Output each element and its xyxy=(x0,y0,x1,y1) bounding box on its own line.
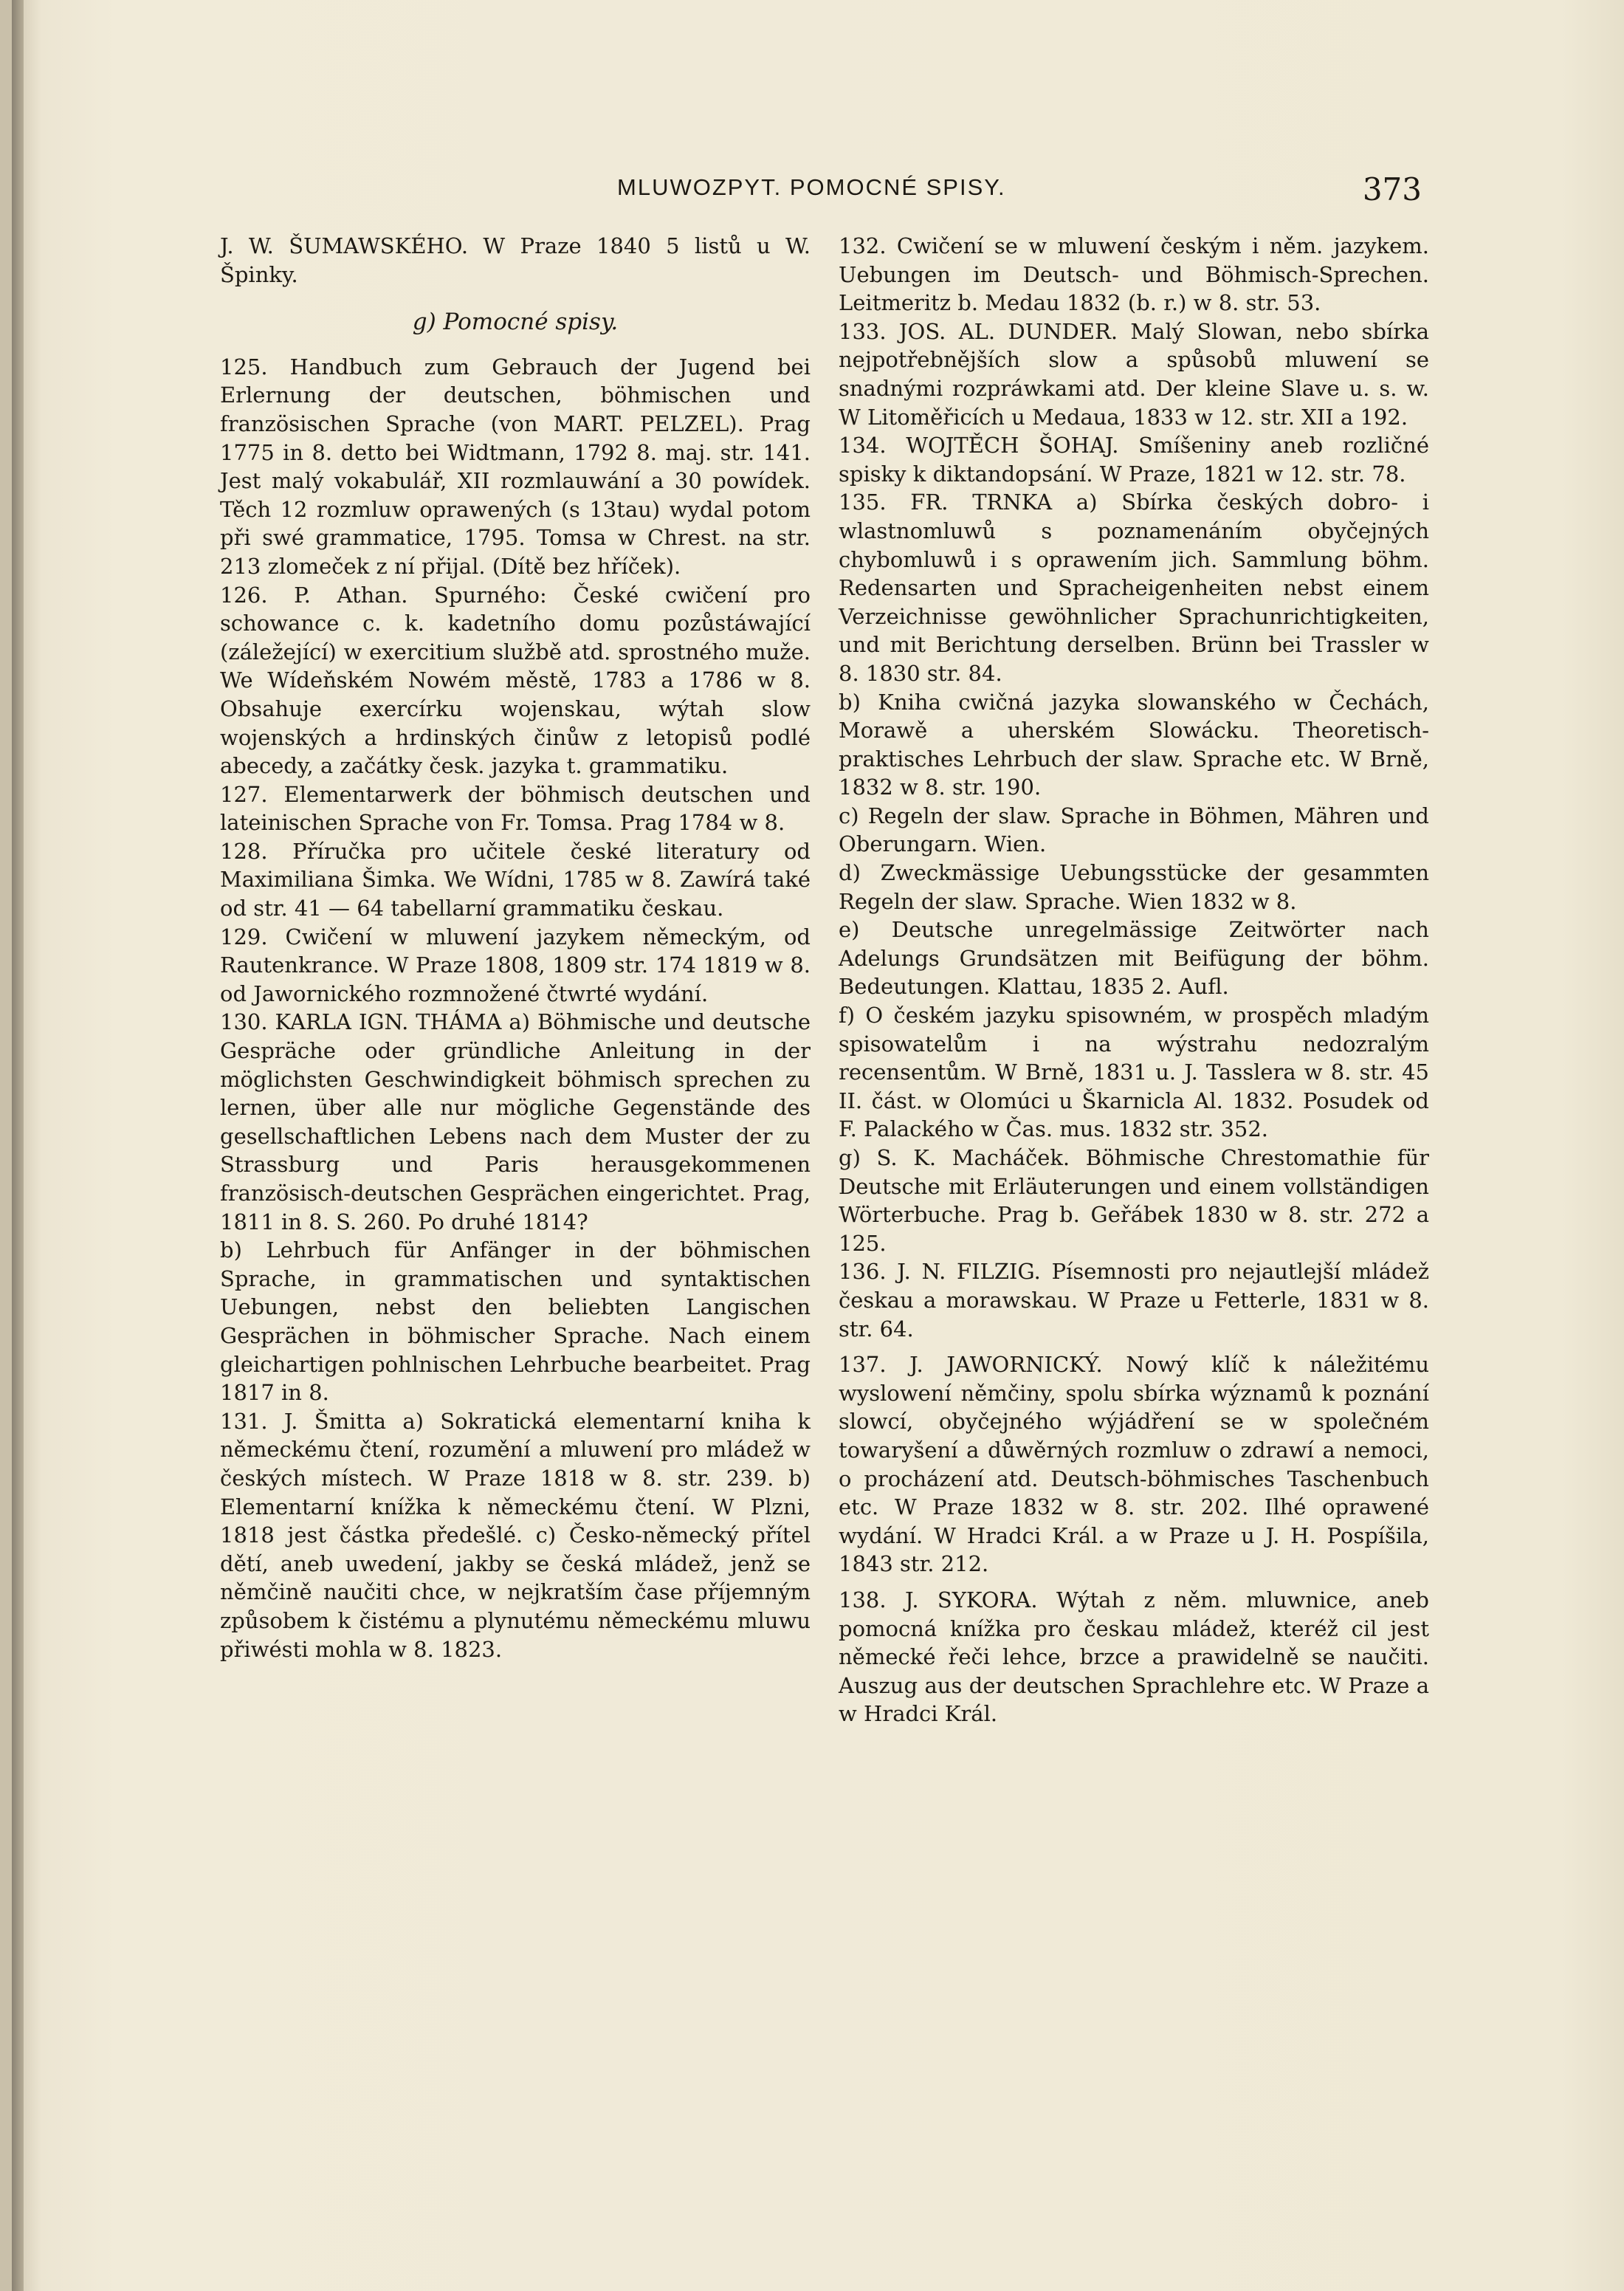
right-entry: f) O českém jazyku spisowném, w prospěch mladým spisowatelům i na wýstrahu nedozralým recensentům. W Brně, 1831 u. J. Tasslera w 8. str. 45 II. část. w Olomúci u Škarnicla Al. 1832. Posudek od F. Palackého w Čas. mus. 1832 str. 352. xyxy=(839,1003,1429,1142)
right-entry: 137. J. JAWORNICKÝ. Nowý klíč k náležitému wyslowení němčiny, spolu sbírka wýznamů k poznání slowcí, obyčejného wýjádření se w společném towaryšení a důwěrných rozmluw o zdrawí a nemoci, o procházení atd. Deutsch-böhmisches Taschenbuch etc. W Praze 1832 w 8. str. 202. Ilhé oprawené wydání. W Hradci Král. a w Praze u J. H. Pospíšila, 1843 str. 212. xyxy=(839,1352,1429,1577)
left-entry: 129. Cwičení w mluwení jazykem německým, od Rautenkrance. W Praze 1808, 1809 str. 174 1819 w 8. od Jawornického rozmnožené čtwrté wydání. xyxy=(220,924,811,1006)
right-entry: 138. J. SYKORA. Wýtah z něm. mluwnice, aneb pomocná knížka pro českau mládež, kteréž cil jest německé řeči lehce, brzce a prawidelně se naučiti. Auszug aus der deutschen Sprachlehre etc. W Praze a w Hradci Král. xyxy=(839,1587,1429,1727)
left-entry: b) Lehrbuch für Anfänger in der böhmischen Sprache, in grammatischen und syntaktischen Uebungen, nebst den beliebten Langischen Gesprächen in böhmischer Sprache. Nach einem gleichartigen pohlnischen Lehrbuche bearbeitet. Prag 1817 in 8. xyxy=(220,1237,811,1406)
right-entry: 134. WOJTĚCH ŠOHAJ. Smíšeniny aneb rozličné spisky k diktandopsání. W Praze, 1821 w 12. str. 78. xyxy=(839,433,1429,487)
right-column xyxy=(839,232,1429,1728)
right-entry: 135. FR. TRNKA a) Sbírka českých dobro- i wlastnomluwů s poznamenáním obyčejných chybomluwů i s oprawením jich. Sammlung böhm. Redensarten und Spracheigenheiten nebst einem Verzeichnisse gewöhnlicher Sprachunrichtigkeiten, und mit Berichtung derselben. Brünn bei Trassler w 8. 1830 str. 84. xyxy=(839,490,1429,686)
right-entry: 132. Cwičení se w mluwení českým i něm. jazykem. Uebungen im Deutsch- und Böhmisch-Sprechen. Leitmeritz b. Medau 1832 (b. r.) w 8. str. 53. xyxy=(839,233,1429,316)
right-entry: c) Regeln der slaw. Sprache in Böhmen, Mähren und Oberungarn. Wien. xyxy=(839,803,1429,857)
right-entry: e) Deutsche unregelmässige Zeitwörter nach Adelungs Grundsätzen mit Beifügung der böhm. Bedeutungen. Klattau, 1835 2. Aufl. xyxy=(839,917,1429,1000)
right-entry: 133. JOS. AL. DUNDER. Malý Slowan, nebo sbírka nejpotřebnějších slow a spůsobů mluwení se snadnými rozpráwkami atd. Der kleine Slave u. s. w. W Litoměřicích u Medaua, 1833 w 12. str. XII a 192. xyxy=(839,318,1429,430)
left-entry: 131. J. Šmitta a) Sokratická elementarní kniha k německému čtení, rozumění a mluwení pro mládež w českých místech. W Praze 1818 w 8. str. 239. b) Elementarní knížka k německému čtení. W Plzni, 1818 jest částka předešlé. c) Česko-německý přítel dětí, aneb uwedení, jakby se česká mládež, jenž se němčině naučiti chce, w nejkratším čase příjemným způsobem k čistému a plynutému německému mluwu přiwésti mohla w 8. 1823. xyxy=(220,1408,811,1662)
page-spine-shadow xyxy=(12,0,24,2291)
left-entry: 125. Handbuch zum Gebrauch der Jugend bei Erlernung der deutschen, böhmischen und französischen Sprache (von MART. PELZEL). Prag 1775 in 8. detto bei Widtmann, 1792 8. maj. str. 141. Jest malý vokabulář, XII rozmlauwání a 30 powídek. Těch 12 rozmluw oprawených (s 13tau) wydal potom při swé grammatice, 1795. Tomsa w Chrest. na str. 213 zlomeček z ní přijal. (Dítě bez hříček). xyxy=(220,354,811,579)
left-entry: 128. Příručka pro učitele české literatury od Maximiliana Šimka. We Wídni, 1785 w 8. Zawírá také od str. 41 — 64 tabellarní grammatiku českau. xyxy=(220,838,811,921)
right-entry: d) Zweckmässige Uebungsstücke der gesammten Regeln der slaw. Sprache. Wien 1832 w 8. xyxy=(839,860,1429,914)
spacer xyxy=(839,1579,1429,1586)
right-entry: b) Kniha cwičná jazyka slowanského w Čechách, Morawě a uherském Slowácku. Theoretisch-praktisches Lehrbuch der slaw. Sprache etc. W Brně, 1832 w 8. str. 190. xyxy=(839,689,1429,800)
right-entry: 136. J. N. FILZIG. Písemnosti pro nejautlejší mládež českau a morawskau. W Praze u Fetterle, 1831 w 8. str. 64. xyxy=(839,1259,1429,1342)
page-number: 373 xyxy=(1362,171,1422,207)
left-entry: J. W. ŠUMAWSKÉHO. W Praze 1840 5 listů u W. Špinky. xyxy=(220,233,811,287)
running-title: MLUWOZPYT. POMOCNÉ SPISY. xyxy=(617,174,1006,200)
book-page xyxy=(12,0,1624,2291)
left-column xyxy=(220,232,811,1663)
left-entry: 130. KARLA IGN. THÁMA a) Böhmische und deutsche Gespräche oder gründliche Anleitung in der möglichsten Geschwindigkeit böhmisch sprechen zu lernen, über alle nur mögliche Gegenstände des gesellschaftlichen Lebens nach dem Muster der zu Strassburg und Paris herausgekommenen französisch-deutschen Gesprächen eingerichtet. Prag, 1811 in 8. S. 260. Po druhé 1814? xyxy=(220,1009,811,1234)
left-entry: 126. P. Athan. Spurného: České cwičení pro schowance c. k. kadetního domu pozůstáwající (záležející) w exercitium službě atd. sprostného muže. We Wídeňském Nowém městě, 1783 a 1786 w 8. Obsahuje exercírku wojenskau, wýtah slow wojenských a hrdinských činůw z letopisů podlé abecedy, a začátky česk. jazyka t. grammatiku. xyxy=(220,582,811,779)
spacer xyxy=(839,1343,1429,1350)
right-entry: g) S. K. Macháček. Böhmische Chrestomathie für Deutsche mit Erläuterungen und einem vollständigen Wörterbuche. Prag b. Geřábek 1830 w 8. str. 272 a 125. xyxy=(839,1145,1429,1256)
left-entry: 127. Elementarwerk der böhmisch deutschen und lateinischen Sprache von Fr. Tomsa. Prag 1784 w 8. xyxy=(220,781,811,836)
section-heading: g) Pomocné spisy. xyxy=(412,309,619,336)
